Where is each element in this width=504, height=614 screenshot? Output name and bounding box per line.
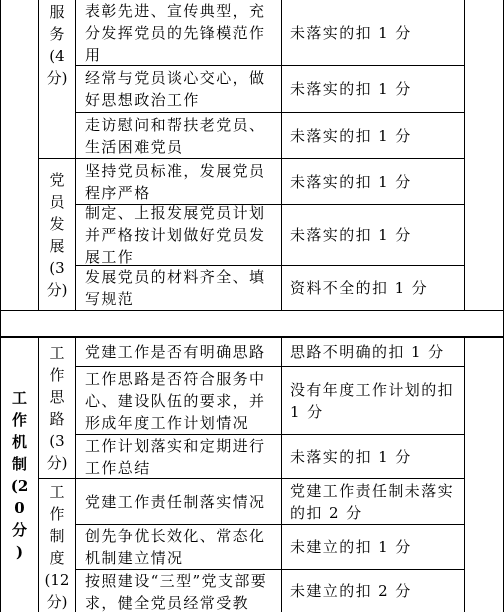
table-row — [76, 525, 281, 569]
row-divider — [0, 310, 504, 311]
table-row — [282, 525, 464, 569]
table-row — [282, 113, 464, 158]
table-row — [76, 0, 281, 65]
row-item: 表彰先进、宣传典型，充分发挥党员的先锋模范作用 — [85, 2, 266, 64]
table-row — [282, 435, 464, 478]
row-item: 走访慰问和帮扶老党员、生活困难党员 — [85, 115, 266, 156]
category-label: 工 作 机 制 (2 0 分 ) — [10, 389, 29, 561]
subcategory-service — [39, 0, 75, 158]
row-rule: 未落实的扣 1 分 — [290, 23, 412, 42]
row-rule: 未建立的扣 2 分 — [290, 582, 412, 600]
subcategory-label: 党 员 发 展 (3 分) — [46, 170, 68, 299]
subcategory-label: 服 务 (4 分) — [46, 3, 68, 87]
table-row — [76, 367, 281, 434]
table-row — [282, 479, 464, 524]
subcategory-party-development — [39, 159, 75, 310]
row-item: 发展党员的材料齐全、填写规范 — [85, 268, 266, 308]
row-rule: 未落实的扣 1 分 — [290, 226, 412, 244]
row-rule: 思路不明确的扣 1 分 — [290, 343, 445, 361]
column-divider — [464, 337, 465, 612]
row-item: 按照建设“三型”党支部要求，健全党员经常受教 — [85, 572, 268, 612]
subcategory-work-system — [39, 479, 75, 612]
table-row — [76, 205, 281, 265]
table-row — [76, 113, 281, 158]
row-rule: 未落实的扣 1 分 — [290, 172, 412, 191]
row-rule: 资料不全的扣 1 分 — [290, 279, 429, 297]
row-rule: 未落实的扣 1 分 — [290, 447, 412, 466]
row-rule: 党建工作责任制未落实的扣 2 分 — [290, 481, 455, 522]
row-item: 党建工作责任制落实情况 — [85, 492, 266, 511]
row-rule: 没有年度工作计划的扣 1 分 — [290, 380, 455, 421]
subcategory-work-ideas — [39, 338, 75, 478]
table-row — [282, 66, 464, 112]
row-item: 经常与党员谈心交心，做好思想政治工作 — [85, 69, 266, 109]
table-row — [76, 570, 281, 612]
row-rule: 未落实的扣 1 分 — [290, 126, 412, 145]
table-row — [282, 205, 464, 265]
row-rule: 未落实的扣 1 分 — [290, 80, 412, 98]
table-row — [282, 266, 464, 310]
subcategory-label: 工 作 思 路 (3 分) — [46, 344, 68, 472]
table-row — [76, 159, 281, 204]
table-row — [282, 159, 464, 204]
category-work-mechanism — [1, 338, 38, 612]
row-item: 创先争优长效化、常态化机制建立情况 — [85, 527, 266, 567]
table-row — [76, 435, 281, 478]
row-item: 制定、上报发展党员计划并严格按计划做好党员发展工作 — [85, 204, 266, 266]
table-row — [282, 367, 464, 434]
table-row — [76, 338, 281, 366]
row-item: 工作计划落实和定期进行工作总结 — [85, 436, 266, 477]
row-item: 工作思路是否符合服务中心、建设队伍的要求，并形成年度工作计划情况 — [85, 369, 266, 432]
table-row — [76, 66, 281, 112]
subcategory-label: 工 作 制 度 (12 分) — [44, 483, 70, 611]
column-divider — [464, 0, 465, 310]
table-row — [282, 0, 464, 65]
table-row — [76, 479, 281, 524]
table-row — [282, 338, 464, 366]
row-item: 坚持党员标准，发展党员程序严格 — [85, 161, 266, 202]
row-item: 党建工作是否有明确思路 — [85, 343, 266, 361]
table-row — [282, 570, 464, 612]
row-rule: 未建立的扣 1 分 — [290, 538, 412, 556]
table-row — [76, 266, 281, 310]
